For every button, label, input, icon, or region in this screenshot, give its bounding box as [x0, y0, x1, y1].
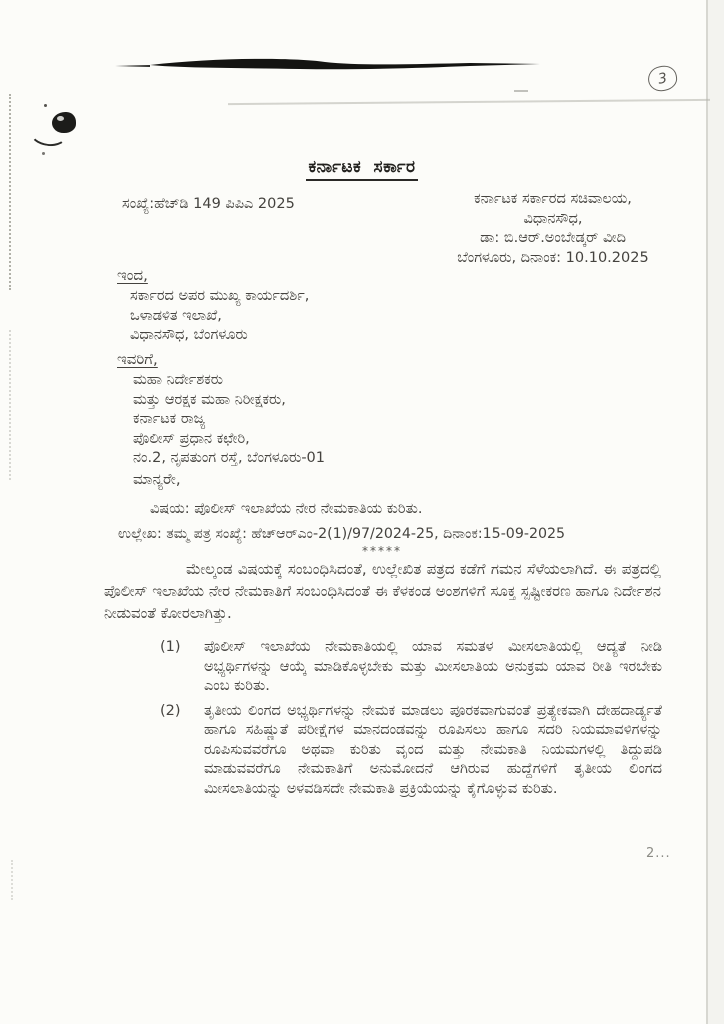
- sender-address-line: ಒಳಾಡಳಿತ ಇಲಾಖೆ,: [130, 307, 222, 324]
- from-label: ಇಂದ,: [117, 266, 148, 284]
- perforation-edge: [11, 860, 13, 900]
- recipient-address-line: ನಂ.2, ನೃಪತುಂಗ ರಸ್ತೆ, ಬೆಂಗಳೂರು-01: [133, 450, 326, 466]
- perforation-edge: [9, 330, 11, 480]
- letter-title: [0, 157, 724, 181]
- list-item: [160, 638, 662, 697]
- to-label: ಇವರಿಗೆ,: [117, 350, 158, 368]
- office-address-line: ಬೆಂಗಳೂರು, ದಿನಾಂಕ: 10.10.2025: [457, 249, 649, 266]
- office-address-line: ವಿಧಾನಸೌಧ,: [523, 210, 583, 227]
- scan-speck: [514, 90, 528, 92]
- list-item-text: ಪೊಲೀಸ್ ಇಲಾಖೆಯ ನೇಮಕಾತಿಯಲ್ಲಿ ಯಾವ ಸಮತಳ ಮೀಸಲಾತಿಯಲ್ಲಿ ಆದ್ಯತೆ ನೀಡಿ ಅಭ್ಯರ್ಥಿಗಳನ್ನು ಆಯ್ಕೆ ಮಾಡಿಕೊಳ್ಳಬೇಕು ಮತ್ತು ಮೀಸಲಾತಿಯ ಅನುಕ್ರಮ ಯಾವ ರೀತಿ ಇರಬೇಕು ಎಂಬ ಕುರಿತು.: [204, 639, 662, 694]
- perforation-edge: [9, 94, 11, 290]
- sender-address-line: ಸರ್ಕಾರದ ಅಪರ ಮುಖ್ಯ ಕಾರ್ಯದರ್ಶಿ,: [130, 288, 310, 304]
- subject-line: ವಿಷಯ: ಪೊಲೀಸ್ ಇಲಾಖೆಯ ನೇರ ನೇಮಕಾತಿಯ ಕುರಿತು.: [150, 501, 423, 517]
- recipient-address-line: ಕರ್ನಾಟಕ ರಾಜ್ಯ: [133, 411, 206, 427]
- handwritten-page-number: [646, 64, 679, 94]
- paper-edge-line: [706, 0, 708, 1024]
- list-item: [160, 702, 662, 800]
- recipient-address-line: ಪೊಲೀಸ್ ಪ್ರಧಾನ ಕಛೇರಿ,: [133, 430, 250, 447]
- list-item-text: ತೃತೀಯ ಲಿಂಗದ ಅಭ್ಯರ್ಥಿಗಳನ್ನು ನೇಮಕ ಮಾಡಲು ಪೂರಕವಾಗುವಂತೆ ಪ್ರತ್ಯೇಕವಾಗಿ ದೇಹದಾರ್ಡ್ಯತೆ ಹಾಗೂ ಸಹಿಷ್ಣುತೆ ಪರೀಕ್ಷೆಗಳ ಮಾನದಂಡವನ್ನು ರೂಪಿಸಲು ಹಾಗೂ ಸದರಿ ನಿಯಮಾವಳಿಗಳನ್ನು ರೂಪಿಸುವವರೆಗೂ ಅಥವಾ ಕುರಿತು ವೃಂದ ಮತ್ತು ನೇಮಕಾತಿ ನಿಯಮಗಳಲ್ಲಿ ತಿದ್ದುಪಡಿ ಮಾಡುವವರೆಗೂ ನೇಮಕಾತಿಗೆ ಅನುಮೋದನೆ ಆಗಿರುವ ಹುದ್ದೆಗಳಿಗೆ ತೃತೀಯ ಲಿಂಗದ ಮೀಸಲಾತಿಯನ್ನು ಅಳವಡಿಸದೇ ನೇಮಕಾತಿ ಪ್ರಕ್ರಿಯೆಯನ್ನು ಕೈಗೊಳ್ಳುವ ಕುರಿತು.: [204, 702, 662, 797]
- numbered-list: [160, 638, 662, 804]
- letter-reference-number: ಸಂಖ್ಯೆ:ಹೆಚ್‌ಡಿ 149 ಪಿಪಿಎ 2025: [122, 196, 295, 212]
- body-paragraph: ಮೇಲ್ಕಂಡ ವಿಷಯಕ್ಕೆ ಸಂಬಂಧಿಸಿದಂತೆ, ಉಲ್ಲೇಖಿತ ಪತ್ರದ ಕಡೆಗೆ ಗಮನ ಸೆಳೆಯಲಾಗಿದೆ. ಈ ಪತ್ರದಲ್ಲಿ ಪೊಲೀಸ್ ಇಲಾಖೆಯ ನೇರ ನೇಮಕಾತಿಗೆ ಸಂಬಂಧಿಸಿದಂತೆ ಈ ಕೆಳಕಂಡ ಅಂಶಗಳಿಗೆ ಸೂಕ್ತ ಸ್ಪಷ್ಟೀಕರಣ ಹಾಗೂ ನಿರ್ದೇಶನ ನೀಡುವಂತೆ ಕೋರಲಾಗಿತ್ತು.: [104, 560, 661, 622]
- sender-address-line: ವಿಧಾನಸೌಧ, ಬೆಂಗಳೂರು: [130, 327, 248, 343]
- salutation: ಮಾನ್ಯರೇ,: [133, 470, 181, 488]
- recipient-address-line: ಮತ್ತು ಆರಕ್ಷಕ ಮಹಾ ನಿರೀಕ್ಷಕರು,: [133, 391, 286, 408]
- office-address-line: ಕರ್ನಾಟಕ ಸರ್ಕಾರದ ಸಚಿವಾಲಯ,: [474, 191, 632, 207]
- sender-address-block: [130, 287, 309, 346]
- circled-number-text: 3: [656, 69, 669, 88]
- recipient-address-line: ಮಹಾ ನಿರ್ದೇಶಕರು: [133, 372, 224, 388]
- list-item-number: (1): [160, 639, 181, 655]
- recipient-address-block: [133, 371, 325, 469]
- asterisk-separator: *****: [362, 544, 402, 558]
- scan-speck: [42, 152, 45, 155]
- scan-line-artifact: [228, 99, 710, 105]
- letter-title-text: ಕರ್ನಾಟಕ ಸರ್ಕಾರ: [306, 157, 417, 181]
- reference-line: ಉಲ್ಲೇಖ: ತಮ್ಮ ಪತ್ರ ಸಂಖ್ಯೆ: ಹೆಚ್‌ಆರ್‌ಎಂ-2(1)/97/2024-25, ದಿನಾಂಕ:15-09-2025: [118, 526, 566, 542]
- scan-speck: [44, 104, 47, 107]
- list-item-number: (2): [160, 702, 181, 719]
- paper-edge-shade: [708, 0, 724, 1024]
- page-continuation-marker: 2...: [646, 846, 671, 861]
- office-address-block: [408, 190, 698, 268]
- office-address-line: ಡಾ: ಬಿ.ಆರ್.ಅಂಬೇಡ್ಕರ್ ವೀದಿ: [480, 230, 626, 246]
